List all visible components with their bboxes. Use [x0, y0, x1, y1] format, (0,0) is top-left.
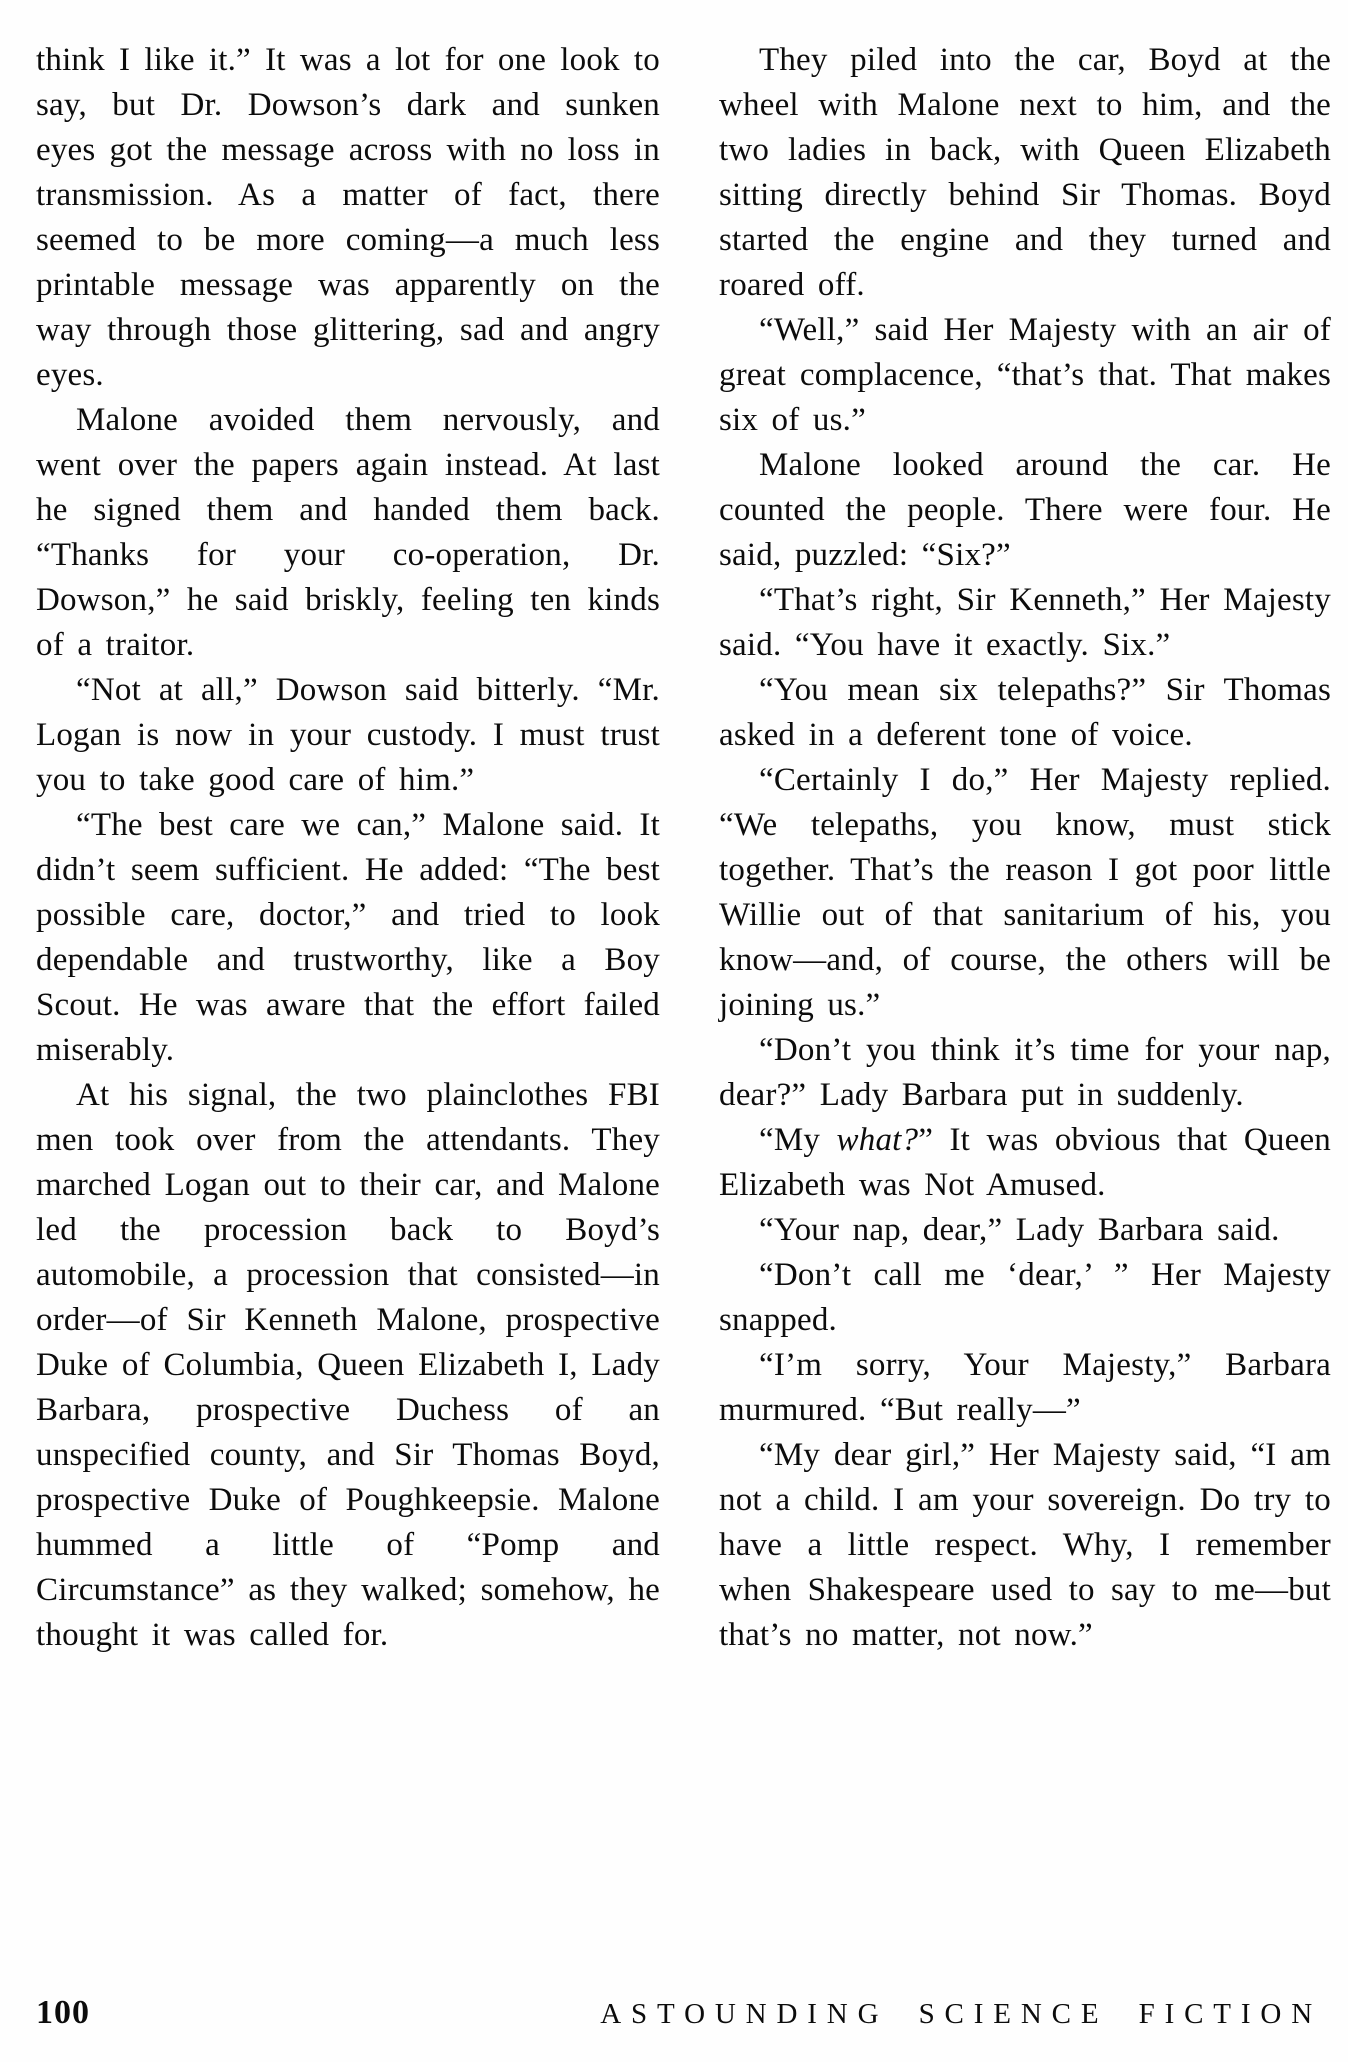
text-run: They piled into the car, Boyd at the wheel with Malone next to him, and the two ladies in back, with Queen Elizabeth sitting directly behind Sir Thomas. Boyd started the engine and they turned and roared off. — [719, 42, 1331, 303]
journal-title: ASTOUNDING SCIENCE FICTION — [600, 1998, 1322, 2030]
paragraph — [719, 1118, 1331, 1208]
paragraph — [719, 1208, 1331, 1253]
text-run: “Your nap, dear,” Lady Barbara said. — [759, 1212, 1280, 1248]
left-text-column — [36, 38, 660, 1658]
paragraph — [36, 38, 660, 398]
text-run: “I’m sorry, Your Majesty,” Barbara murmured. “But really—” — [719, 1347, 1331, 1428]
paragraph — [719, 758, 1331, 1028]
text-run: At his signal, the two plainclothes FBI men took over from the attendants. They marched Logan out to their car, and Malone led the procession back to Boyd’s automobile, a procession that consisted—in order—of Sir Kenneth Malone, prospective Duke of Columbia, Queen Elizabeth I, Lady Barbara, prospective Duchess of an unspecified county, and Sir Thomas Boyd, prospective Duke of Poughkeepsie. Malone hummed a little of “Pomp and Circumstance” as they walked; somehow, he thought it was called for. — [36, 1077, 660, 1653]
text-run: Malone looked around the car. He counted the people. There were four. He said, puzzled: “Six?” — [719, 447, 1331, 573]
paragraph — [719, 1028, 1331, 1118]
page-footer — [36, 1994, 1322, 2032]
text-run: Malone avoided them nervously, and went over the papers again instead. At last he signed them and handed them back. “Thanks for your co-operation, Dr. Dowson,” he said briskly, feeling ten kinds of a traitor. — [36, 402, 660, 663]
text-run: “That’s right, Sir Kenneth,” Her Majesty said. “You have it exactly. Six.” — [719, 582, 1331, 663]
paragraph — [719, 1343, 1331, 1433]
text-run: “Certainly I do,” Her Majesty replied. “We telepaths, you know, must stick together. That’s the reason I got poor little Willie out of that sanitarium of his, you know—and, of course, the others will be joining us.” — [719, 762, 1331, 1023]
text-run: “Don’t call me ‘dear,’ ” Her Majesty snapped. — [719, 1257, 1331, 1338]
text-run: ” It was obvious that Queen Elizabeth was Not Amused. — [719, 1122, 1331, 1203]
text-run: “You mean six telepaths?” Sir Thomas asked in a deferent tone of voice. — [719, 672, 1331, 753]
text-run: think I like it.” It was a lot for one look to say, but Dr. Dowson’s dark and sunken eyes got the message across with no loss in transmission. As a matter of fact, there seemed to be more coming—a much less printable message was apparently on the way through those glittering, sad and angry eyes. — [36, 42, 660, 393]
italic-text: what? — [836, 1122, 919, 1158]
text-run: “The best care we can,” Malone said. It didn’t seem sufficient. He added: “The best possible care, doctor,” and tried to look dependable and trustworthy, like a Boy Scout. He was aware that the effort failed miserably. — [36, 807, 660, 1068]
paragraph — [719, 308, 1331, 443]
text-run: “My dear girl,” Her Majesty said, “I am not a child. I am your sovereign. Do try to have a little respect. Why, I remember when Shakespeare used to say to me—but that’s no matter, not now.” — [719, 1437, 1331, 1653]
text-run: “My — [759, 1122, 837, 1158]
paragraph — [719, 443, 1331, 578]
paragraph — [719, 668, 1331, 758]
page-number: 100 — [36, 1994, 90, 2031]
paragraph — [719, 578, 1331, 668]
text-run: “Well,” said Her Majesty with an air of great complacence, “that’s that. That makes six of us.” — [719, 312, 1331, 438]
paragraph — [719, 1433, 1331, 1658]
paragraph — [36, 803, 660, 1073]
paragraph — [719, 1253, 1331, 1343]
paragraph — [36, 668, 660, 803]
text-run: “Don’t you think it’s time for your nap, dear?” Lady Barbara put in suddenly. — [719, 1032, 1331, 1113]
paragraph — [36, 1073, 660, 1658]
text-run: “Not at all,” Dowson said bitterly. “Mr. Logan is now in your custody. I must trust you to take good care of him.” — [36, 672, 660, 798]
right-text-column — [719, 38, 1331, 1658]
paragraph — [719, 38, 1331, 308]
paragraph — [36, 398, 660, 668]
